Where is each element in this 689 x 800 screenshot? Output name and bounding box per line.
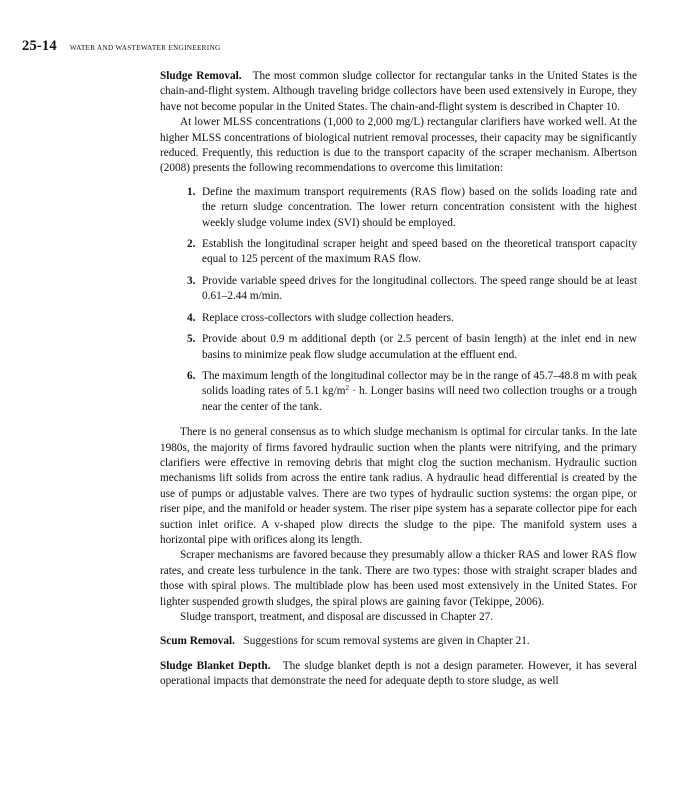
list-item-number: 6.	[187, 369, 196, 382]
list-item	[160, 185, 637, 231]
sludge-removal-heading: Sludge Removal.	[160, 70, 242, 82]
list-item	[160, 237, 637, 268]
paragraph-text: The sludge blanket depth is not a design parameter. However, it has several operational impacts that demonstrate the need for adequate depth to store sludge, as well	[160, 659, 638, 688]
sludge-removal-paragraph-2: At lower MLSS concentrations (1,000 to 2,000 mg/L) rectangular clarifiers have worked well. At the higher MLSS concentrations of biological nutrient removal processes, their capacity may be significantly reduced. Frequently, this reduction is due to the transport capacity of the scraper mechanism. Albertson (2008) presents the following recommendations to overcome this limitation:	[160, 116, 637, 175]
page-number: 25-14	[22, 38, 57, 54]
list-item	[160, 332, 637, 363]
list-item-number: 4.	[187, 311, 196, 324]
list-item-text: Provide about 0.9 m additional depth (or 2.5 percent of basin length) at the inlet end in new basins to minimize peak flow sludge accumulation at the effluent end.	[202, 333, 637, 361]
list-item-text: Establish the longitudinal scraper height and speed based on the theoretical transport capacity equal to 125 percent of the maximum RAS flow.	[202, 238, 637, 266]
scum-removal-paragraph	[160, 634, 637, 649]
list-item-text-part-1: The maximum length of the longitudinal collector may be in the range of 45.7–48.8 m with peak solids loading rates of 5.1 kg/m	[202, 369, 637, 398]
page-body	[160, 69, 637, 690]
list-item-text: Define the maximum transport requirements (RAS flow) based on the solids loading rate and the return sludge concentration. The lower return concentration consistent with the highest weekly sludge volume index (SVI) should be employed.	[202, 185, 637, 229]
scum-removal-heading: Scum Removal.	[160, 635, 235, 648]
list-item-number: 2.	[187, 238, 196, 251]
circular-tanks-paragraph: There is no general consensus as to which sludge mechanism is optimal for circular tanks. In the late 1980s, the majority of firms favored hydraulic suction when the plants were nitrifying, and the primary clarifiers were effective in removing debris that might clog the suction mechanism. Hydraulic suction mechanisms lift solids from across the entire tank radius. A hydraulic head differential is created by the use of pumps or adjustable valves. There are two types of hydraulic suction systems: the organ pipe, or riser pipe, and the manifold or header system. The riser pipe system has a separate collector pipe for each suction inlet orifice. A v-shaped plow directs the sludge to the pipe. The manifold system uses a horizontal pipe with orifices along its length.	[160, 426, 637, 546]
list-item-text: Provide variable speed drives for the longitudinal collectors. The speed range should be at least 0.61–2.44 m/min.	[202, 274, 637, 303]
sludge-removal-paragraph-1	[160, 69, 637, 115]
paragraph-text: Suggestions for scum removal systems are given in Chapter 21.	[243, 635, 530, 648]
list-item-number: 3.	[187, 274, 196, 287]
scraper-mechanisms-paragraph: Scraper mechanisms are favored because they presumably allow a thicker RAS and lower RAS flow rates, and create less turbulence in the tank. There are two types: those with straight scraper blades and those with spiral plows. The multiblade plow has been used most extensively in the United States. For lighter suspended growth sludges, the spiral plows are gaining favor (Tekippe, 2006).	[160, 549, 637, 608]
list-item-number: 5.	[187, 333, 196, 346]
list-item-number: 1.	[187, 185, 196, 198]
list-item	[160, 369, 637, 415]
list-item-text: Replace cross-collectors with sludge collection headers.	[202, 311, 454, 324]
page-header	[22, 38, 220, 55]
running-head: WATER AND WASTEWATER ENGINEERING	[69, 44, 221, 52]
recommendations-list	[160, 185, 637, 415]
paragraph-text: The most common sludge collector for rectangular tanks in the United States is the chain-and-flight system. Although traveling bridge collectors have been used extensively in Europe, they have not become popular in the United States. The chain-and-flight system is described in Chapter 10.	[160, 70, 637, 113]
superscript: 2	[345, 384, 350, 393]
sludge-transport-paragraph: Sludge transport, treatment, and disposal are discussed in Chapter 27.	[180, 611, 494, 623]
sludge-blanket-heading: Sludge Blanket Depth.	[160, 659, 271, 672]
list-item-text-part-2: · h. Longer basins will need two collection troughs or a trough near the center of the tank.	[202, 385, 637, 413]
list-item	[160, 274, 637, 305]
list-item	[160, 311, 637, 326]
sludge-blanket-paragraph	[160, 659, 637, 690]
